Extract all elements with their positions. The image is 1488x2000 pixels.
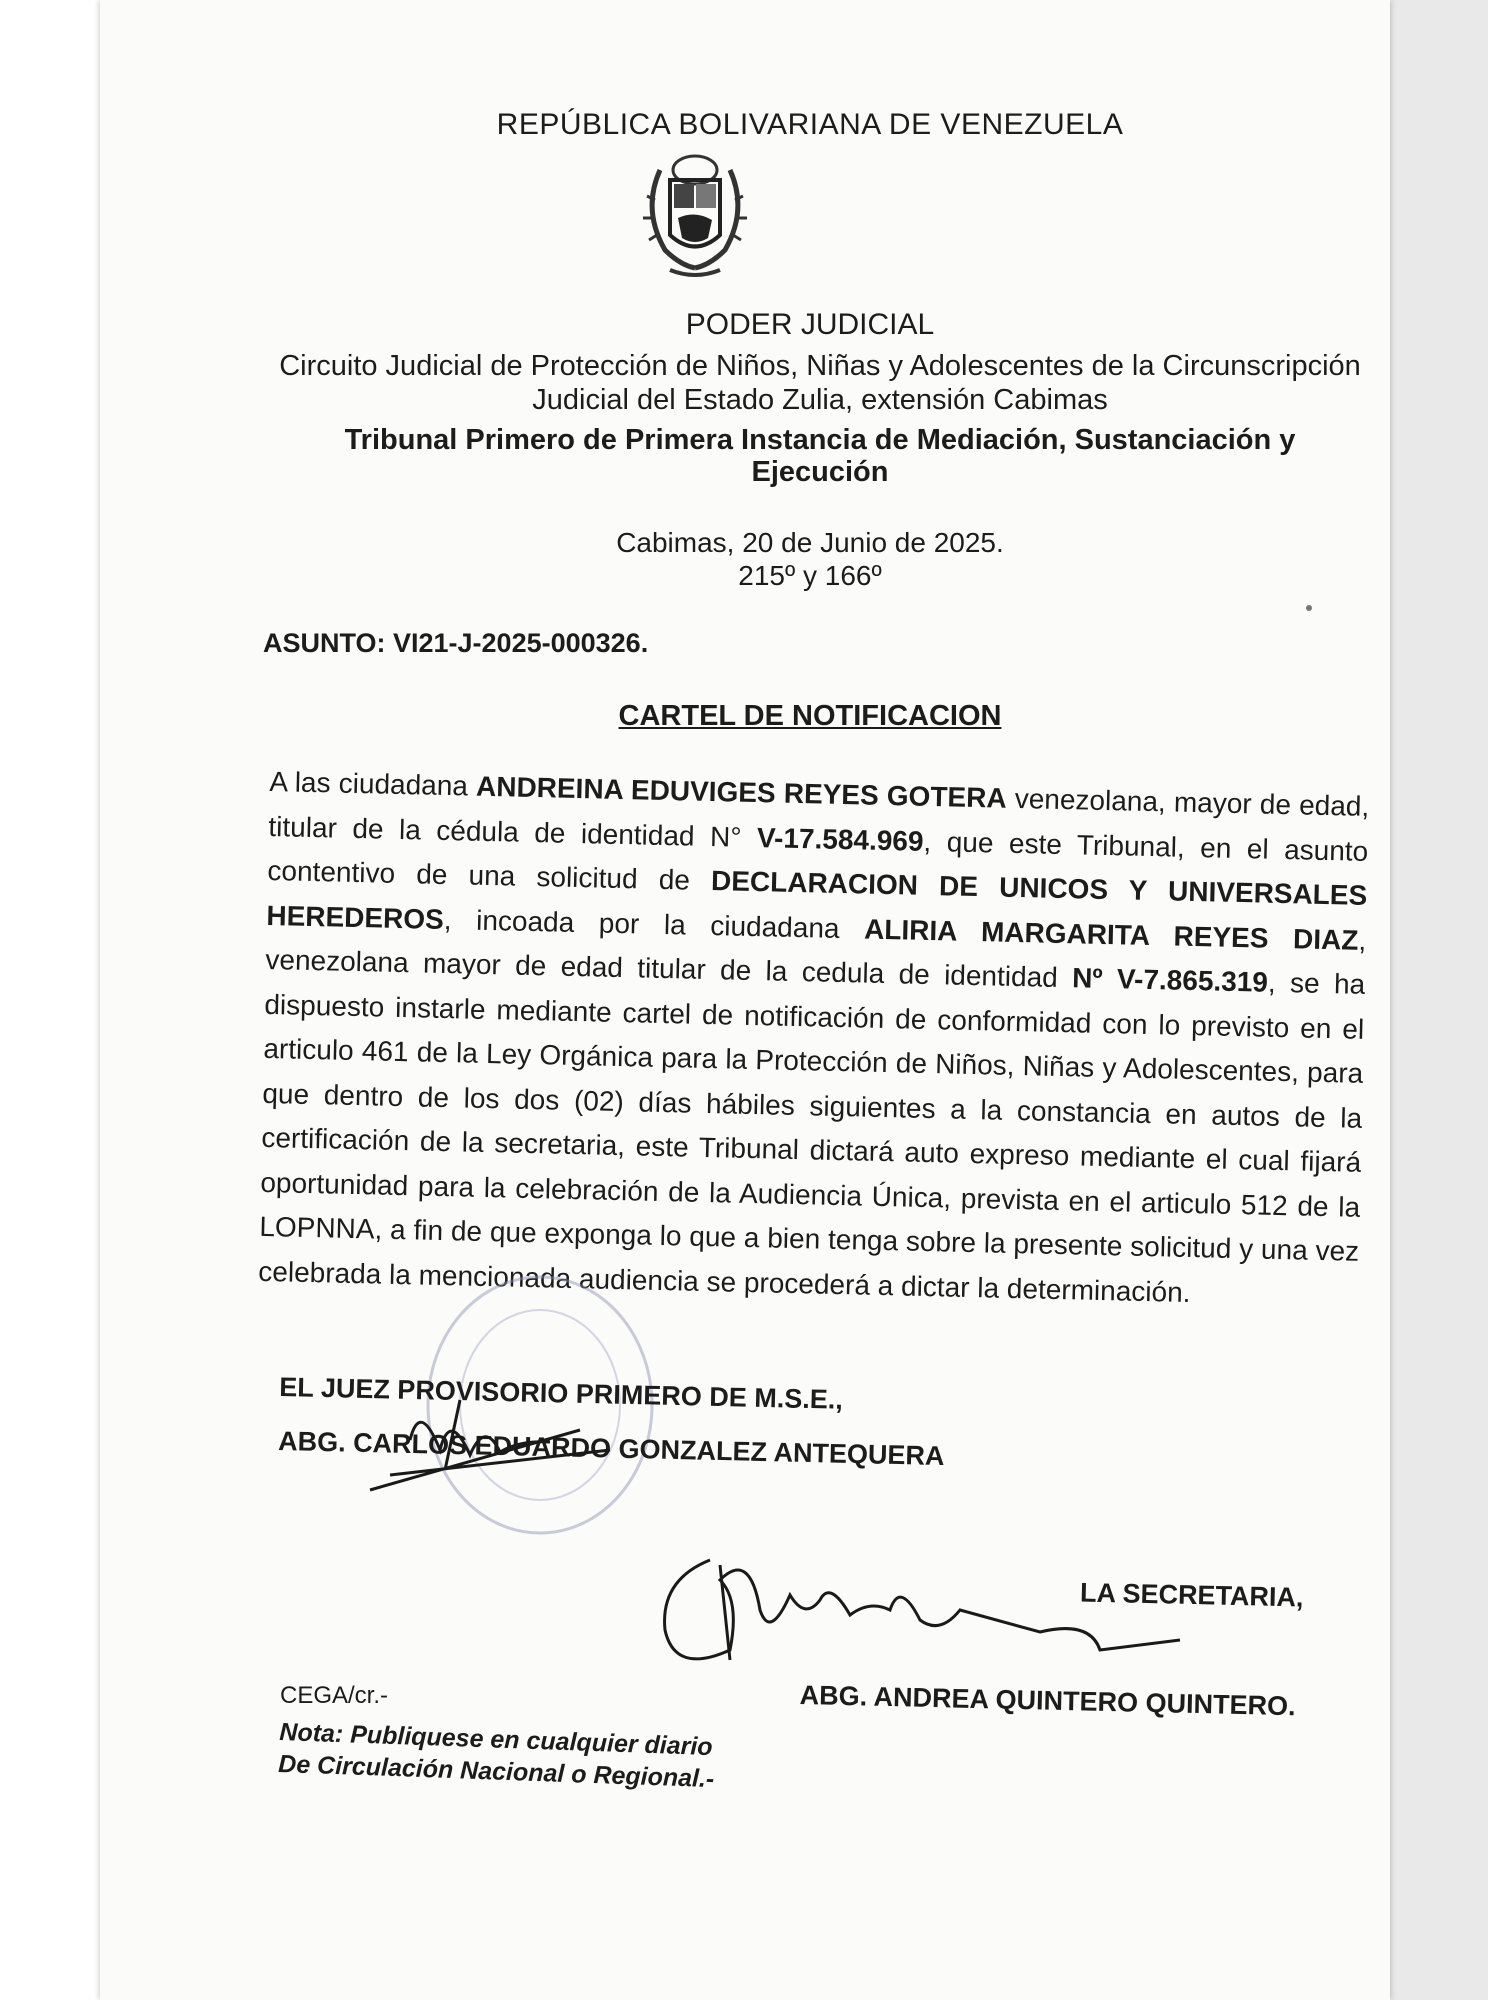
author-initials: CEGA/cr.-: [280, 1682, 389, 1709]
secretary-title: LA SECRETARIA,: [1079, 1577, 1304, 1613]
body-text-6: , se ha dispuesto instarle mediante cartel de notificación de conformidad con lo previsto en el articulo 461 de la Ley Orgánica para la Protección de Niños, Niñas y Adolescentes, para que dentro de los dos (02) días hábiles siguientes a la constancia en autos de la certificación de la secretaria, este Tribunal dictará auto expreso mediante el cual fijará oportunidad para la celebración de la Audiencia Única, prevista en el articulo 512 de la LOPNNA, a fin de que exponga lo que a bien tenga sobre la presente solicitud y una vez celebrada la mencionada audiencia se procederá a dictar la determinación.: [258, 966, 1366, 1308]
judge-title: EL JUEZ PROVISORIO PRIMERO DE M.S.E.,: [279, 1371, 844, 1415]
note-line-2: De Circulación Nacional o Regional.-: [277, 1749, 715, 1794]
applicant-name: ALIRIA MARGARITA REYES DIAZ: [863, 913, 1359, 956]
body-text-5: , venezolana mayor de edad titular de la cedula de identidad: [265, 924, 1367, 994]
body-text-1: A las ciudadana: [269, 765, 477, 802]
circuit-line-1: Circuito Judicial de Protección de Niños, Niñas y Adolescentes de la Circunscripción: [279, 350, 1361, 382]
case-subject: DECLARACION DE UNICOS Y UNIVERSALES HEREDEROS: [266, 865, 1368, 935]
tribunal-line-2: Ejecución: [751, 456, 889, 488]
circuit-line-2: Judicial del Estado Zulia, extensión Cabimas: [532, 384, 1108, 416]
document-date: Cabimas, 20 de Junio de 2025.: [616, 527, 1004, 558]
paper-speck: [1306, 605, 1312, 611]
secretary-name: ABG. ANDREA QUINTERO QUINTERO.: [799, 1680, 1296, 1722]
publication-note: [278, 1716, 716, 1795]
notified-person-name: ANDREINA EDUVIGES REYES GOTERA: [475, 770, 1007, 814]
note-line-1: Nota: Publiquese en cualquier diario: [278, 1717, 714, 1762]
applicant-id: Nº V-7.865.319: [1071, 962, 1269, 998]
body-text-4: , incoada por la ciudadana: [443, 903, 865, 945]
notified-person-id: V-17.584.969: [756, 821, 924, 857]
country-heading: REPÚBLICA BOLIVARIANA DE VENEZUELA: [496, 108, 1124, 141]
body-text-3: , que este Tribunal, en el asunto contentivo de una solicitud de: [267, 825, 1369, 897]
branch-heading: PODER JUDICIAL: [685, 308, 935, 341]
scan-margin: [0, 0, 100, 2000]
tribunal-line-1: Tribunal Primero de Primera Instancia de Mediación, Sustanciación y: [344, 424, 1296, 456]
document-title: CARTEL DE NOTIFICACION: [618, 700, 1002, 732]
secretary-signature: [620, 1540, 1180, 1690]
body-text-2: venezolana, mayor de edad, titular de la cédula de identidad N°: [268, 782, 1370, 853]
document-years: 215º y 166º: [738, 560, 882, 591]
judge-signature: [350, 1380, 670, 1500]
document-page: [100, 0, 1390, 2000]
judge-name: ABG. CARLOS EDUARDO GONZALEZ ANTEQUERA: [277, 1425, 945, 1472]
case-number: ASUNTO: VI21-J-2025-000326.: [263, 628, 649, 658]
notice-body: [258, 760, 1370, 1319]
coat-of-arms-icon: [630, 140, 760, 290]
